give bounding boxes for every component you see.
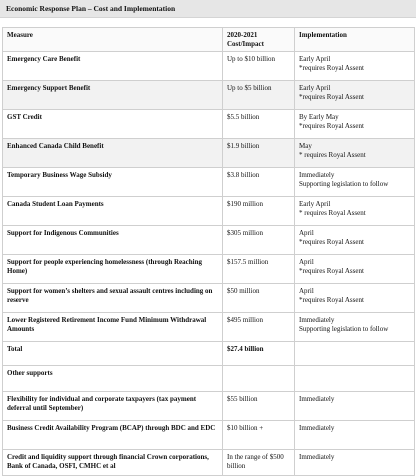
implementation-timing: Early April xyxy=(299,55,331,63)
measure-cell: Support for people experiencing homelessness (through Reaching Home) xyxy=(3,255,223,284)
implementation-cell xyxy=(295,168,415,197)
implementation-timing: Early April xyxy=(299,200,331,208)
table-row xyxy=(3,197,415,226)
cost-cell: $190 million xyxy=(223,197,295,226)
header-implementation: Implementation xyxy=(295,28,415,52)
implementation-note: *requires Royal Assent xyxy=(299,93,364,101)
measure-cell: Enhanced Canada Child Benefit xyxy=(3,139,223,168)
implementation-timing: Early April xyxy=(299,84,331,92)
cost-cell: $157.5 million xyxy=(223,255,295,284)
implementation-note: Supporting legislation to follow xyxy=(299,325,389,333)
implementation-note: * requires Royal Assent xyxy=(299,151,366,159)
implementation-note: *requires Royal Assent xyxy=(299,267,364,275)
table-row xyxy=(3,168,415,197)
cost-cell: $10 billion + xyxy=(223,421,295,450)
implementation-timing: May xyxy=(299,142,312,150)
measure-cell: Canada Student Loan Payments xyxy=(3,197,223,226)
implementation-cell xyxy=(295,139,415,168)
other-supports-heading-row xyxy=(3,366,415,392)
measure-cell: GST Credit xyxy=(3,110,223,139)
implementation-timing: Immediately xyxy=(299,316,335,324)
empty-cell xyxy=(295,366,415,392)
cost-cell: $1.9 billion xyxy=(223,139,295,168)
measure-cell: Credit and liquidity support through financial Crown corporations, Bank of Canada, OSFI, CMHC et al xyxy=(3,450,223,476)
document-title: Economic Response Plan – Cost and Implementation xyxy=(0,0,416,18)
measure-cell: Flexibility for individual and corporate taxpayers (tax payment deferral until September) xyxy=(3,392,223,421)
table-row xyxy=(3,52,415,81)
empty-cell xyxy=(223,366,295,392)
table-row xyxy=(3,110,415,139)
implementation-cell xyxy=(295,52,415,81)
implementation-note: *requires Royal Assent xyxy=(299,122,364,130)
cost-cell: $305 million xyxy=(223,226,295,255)
implementation-cell xyxy=(295,226,415,255)
cost-cell: In the range of $500 billion xyxy=(223,450,295,476)
cost-cell: $495 million xyxy=(223,313,295,342)
implementation-cell xyxy=(295,284,415,313)
implementation-timing: Immediately xyxy=(299,171,335,179)
cost-cell: Up to $10 billion xyxy=(223,52,295,81)
implementation-cell: Immediately xyxy=(295,450,415,476)
total-label: Total xyxy=(3,342,223,366)
implementation-note: * requires Royal Assent xyxy=(299,209,366,217)
implementation-timing: April xyxy=(299,258,314,266)
implementation-timing: April xyxy=(299,287,314,295)
implementation-cell xyxy=(295,313,415,342)
table-row xyxy=(3,139,415,168)
implementation-note: Supporting legislation to follow xyxy=(299,180,389,188)
cost-implementation-table xyxy=(2,27,415,476)
cost-cell: $50 million xyxy=(223,284,295,313)
implementation-cell xyxy=(295,110,415,139)
measure-cell: Emergency Care Benefit xyxy=(3,52,223,81)
header-measure: Measure xyxy=(3,28,223,52)
header-cost-line2: Cost/Impact xyxy=(227,40,264,48)
implementation-timing: April xyxy=(299,229,314,237)
table-row xyxy=(3,313,415,342)
total-cost: $27.4 billion xyxy=(223,342,295,366)
cost-cell: $3.8 billion xyxy=(223,168,295,197)
implementation-cell: Immediately xyxy=(295,392,415,421)
cost-cell: Up to $5 billion xyxy=(223,81,295,110)
table-row xyxy=(3,226,415,255)
implementation-cell: Immediately xyxy=(295,421,415,450)
other-supports-heading: Other supports xyxy=(3,366,223,392)
implementation-timing: By Early May xyxy=(299,113,339,121)
table-row xyxy=(3,392,415,421)
table-row xyxy=(3,81,415,110)
total-row xyxy=(3,342,415,366)
measure-cell: Business Credit Availability Program (BCAP) through BDC and EDC xyxy=(3,421,223,450)
measure-cell: Temporary Business Wage Subsidy xyxy=(3,168,223,197)
total-implementation xyxy=(295,342,415,366)
measure-cell: Emergency Support Benefit xyxy=(3,81,223,110)
table-row xyxy=(3,255,415,284)
header-cost-line1: 2020-2021 xyxy=(227,31,258,39)
cost-cell: $55 billion xyxy=(223,392,295,421)
cost-cell: $5.5 billion xyxy=(223,110,295,139)
table-row xyxy=(3,284,415,313)
implementation-note: *requires Royal Assent xyxy=(299,238,364,246)
table-row xyxy=(3,421,415,450)
implementation-note: *requires Royal Assent xyxy=(299,64,364,72)
table-row xyxy=(3,450,415,476)
implementation-note: *requires Royal Assent xyxy=(299,296,364,304)
table-header-row xyxy=(3,28,415,52)
header-cost xyxy=(223,28,295,52)
implementation-cell xyxy=(295,255,415,284)
measure-cell: Lower Registered Retirement Income Fund Minimum Withdrawal Amounts xyxy=(3,313,223,342)
implementation-cell xyxy=(295,81,415,110)
measure-cell: Support for Indigenous Communities xyxy=(3,226,223,255)
implementation-cell xyxy=(295,197,415,226)
measure-cell: Support for women’s shelters and sexual assault centres including on reserve xyxy=(3,284,223,313)
